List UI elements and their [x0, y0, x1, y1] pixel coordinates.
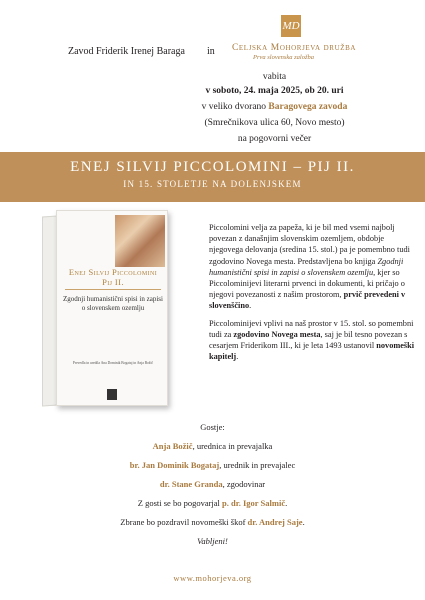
moderator-line: Z gosti se bo pogovarjal p. dr. Igor Salmič.: [137, 498, 288, 508]
event-type: na pogovorni večer: [237, 134, 312, 144]
banner-title: ENEJ SILVIJ PICCOLOMINI – PIJ II.: [70, 159, 355, 175]
guest-2: br. Jan Dominik Bogataj, urednik in prevajalec: [129, 460, 296, 470]
book-cover-image: [42, 210, 169, 410]
website-link[interactable]: www.mohorjeva.org: [173, 573, 252, 583]
invite-verb: vabita: [262, 72, 287, 82]
book-publisher-icon: [107, 389, 117, 400]
guests-heading: Gostje:: [200, 422, 225, 432]
book-title: Enej Silvij Piccolomini Pij II.: [68, 267, 158, 287]
book-translators: Prevedla in uredila Ana Dominik Bogataj in Anja Božič: [72, 361, 154, 365]
title-banner: [0, 152, 425, 202]
header: [0, 12, 425, 62]
organizer-name: Zavod Friderik Irenej Baraga: [68, 46, 185, 57]
guest-1: Anja Božič, urednica in prevajalka: [152, 441, 273, 451]
book-divider: [65, 289, 161, 290]
event-place: [62, 100, 425, 115]
welcome-text: Vabljeni!: [197, 536, 228, 546]
description-paragraph-2: Piccolominijevi vplivi na naš prostor v 15. stol. so pomembni tudi za zgodovino Novega mesta, saj je bil tesno povezan s cesarjem Friderikom III., ki je leta 1493 ustanovil novomeški kapitelj.: [209, 318, 415, 362]
book-subtitle: Zgodnji humanistični spisi in zapisi o slovenskem ozemlju: [63, 295, 163, 312]
fresco-artwork: [115, 215, 165, 267]
event-address: (Smrečnikova ulica 60, Novo mesto): [204, 118, 345, 128]
description-column: [209, 222, 419, 368]
event-date: v soboto, 24. maja 2025, ob 20. uri: [205, 86, 344, 96]
conjunction-text: in: [207, 46, 215, 57]
guest-3: dr. Stane Granda, zgodovinar: [159, 479, 266, 489]
bishop-line: Zbrane bo pozdravil novomeški škof dr. Andrej Saje.: [120, 517, 305, 527]
publisher-tagline: Prva slovenska založba: [253, 54, 315, 61]
event-place-prefix: v veliko dvorano: [201, 102, 267, 112]
description-paragraph-1: Piccolomini velja za papeža, ki je bil med vsemi najbolj povezan z današnjim slovenskim ozemljem, obdobje njegovega delovanja (sredina 15. stol.) pa je pomembno tudi zgodovino Novega mesta. Predstavljena bo knjiga Zgodnji humanistični spisi in zapisi o slovenskem ozemlju, kjer so Piccolominijevi literarni prvenci in dokumenti, ki pričajo o njegovi povezanosti z našim prostorom, prvič prevedeni v slovenščino.: [209, 223, 410, 311]
banner-subtitle: IN 15. STOLETJE NA DOLENJSKEM: [123, 179, 302, 189]
publisher-name: Celjska Mohorjeva družba: [232, 43, 357, 53]
publisher-logo-icon: MD: [281, 15, 301, 37]
event-venue-name: Baragovega zavoda: [268, 102, 348, 112]
book-front: [56, 210, 168, 406]
guests-section: [0, 418, 425, 551]
